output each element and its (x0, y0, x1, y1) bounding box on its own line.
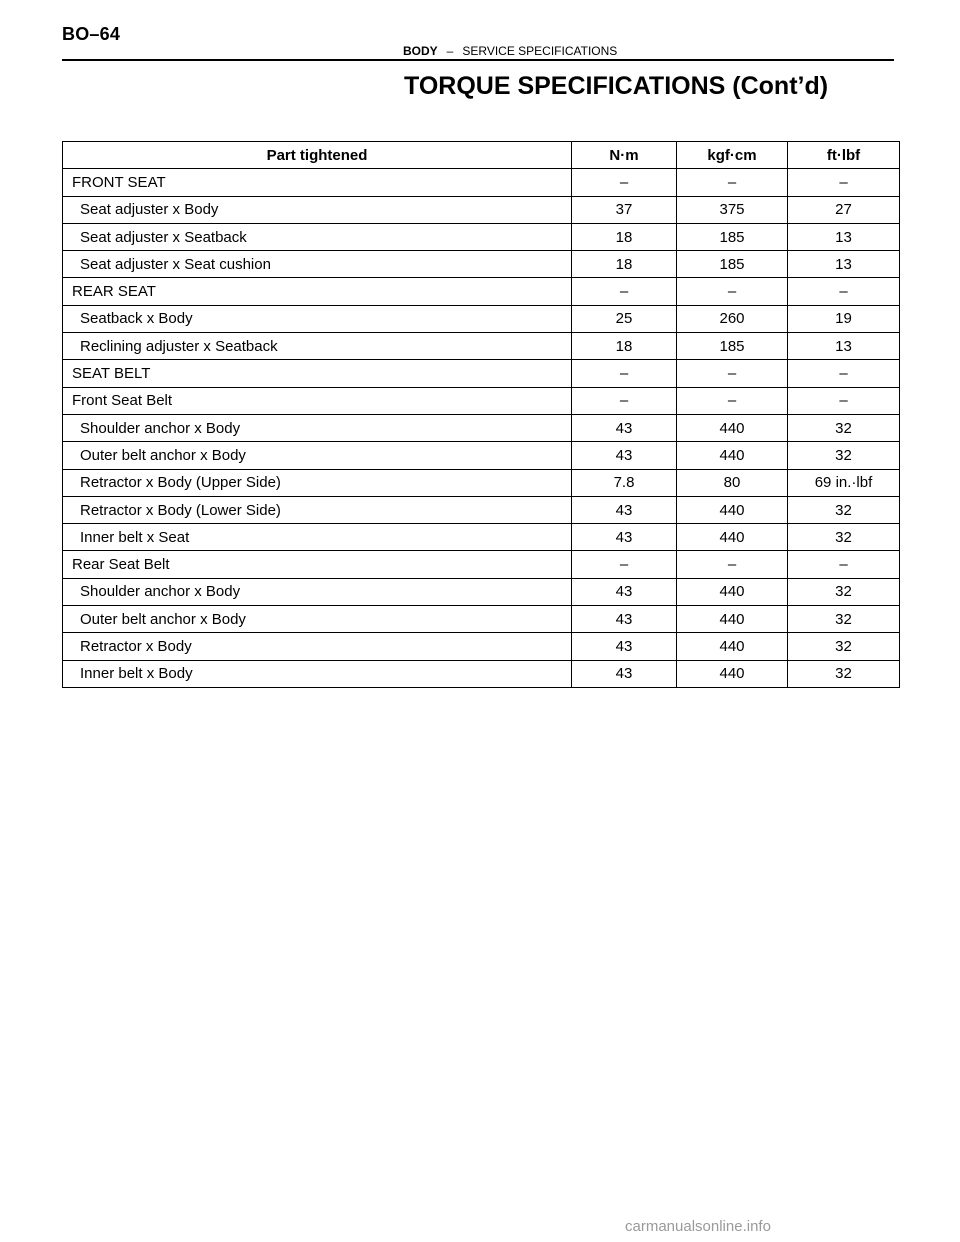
cell-ftlbf: 13 (788, 223, 900, 250)
cell-part: Retractor x Body (Upper Side) (63, 469, 572, 496)
cell-part: Rear Seat Belt (63, 551, 572, 578)
cell-nm: 43 (572, 524, 677, 551)
cell-part: Inner belt x Body (63, 660, 572, 687)
table-row (63, 496, 900, 523)
table-row (63, 223, 900, 250)
cell-kgfcm: 440 (677, 524, 788, 551)
cell-nm: – (572, 360, 677, 387)
table-row (63, 633, 900, 660)
header-rule (62, 59, 894, 61)
cell-nm: 18 (572, 333, 677, 360)
cell-nm: 43 (572, 578, 677, 605)
cell-ftlbf: – (788, 360, 900, 387)
table-row (63, 333, 900, 360)
cell-part: Outer belt anchor x Body (63, 442, 572, 469)
cell-ftlbf: 69 in.·lbf (788, 469, 900, 496)
cell-part: Inner belt x Seat (63, 524, 572, 551)
table-row (63, 414, 900, 441)
cell-ftlbf: 19 (788, 305, 900, 332)
cell-part: Reclining adjuster x Seatback (63, 333, 572, 360)
table-row (63, 251, 900, 278)
table-row (63, 578, 900, 605)
cell-kgfcm: – (677, 387, 788, 414)
cell-ftlbf: – (788, 387, 900, 414)
cell-nm: – (572, 169, 677, 196)
cell-kgfcm: 440 (677, 660, 788, 687)
header-kgfcm: kgf·cm (677, 142, 788, 169)
section-name: BODY (403, 44, 438, 58)
torque-specifications-table (62, 141, 900, 688)
table-row (63, 469, 900, 496)
cell-nm: 43 (572, 442, 677, 469)
cell-ftlbf: 32 (788, 524, 900, 551)
cell-part: Retractor x Body (Lower Side) (63, 496, 572, 523)
page-number: BO–64 (62, 24, 121, 44)
cell-kgfcm: – (677, 360, 788, 387)
cell-ftlbf: 32 (788, 578, 900, 605)
cell-ftlbf: 32 (788, 660, 900, 687)
cell-nm: 43 (572, 496, 677, 523)
cell-kgfcm: 440 (677, 414, 788, 441)
cell-ftlbf: 27 (788, 196, 900, 223)
watermark: carmanualsonline.info (625, 1218, 771, 1235)
cell-part: Retractor x Body (63, 633, 572, 660)
header-nm: N·m (572, 142, 677, 169)
cell-part: SEAT BELT (63, 360, 572, 387)
table-row (63, 606, 900, 633)
cell-nm: 37 (572, 196, 677, 223)
cell-nm: 25 (572, 305, 677, 332)
cell-kgfcm: 440 (677, 633, 788, 660)
cell-ftlbf: 32 (788, 414, 900, 441)
cell-part: Seatback x Body (63, 305, 572, 332)
cell-nm: 43 (572, 660, 677, 687)
cell-ftlbf: 13 (788, 251, 900, 278)
cell-kgfcm: 185 (677, 223, 788, 250)
cell-ftlbf: 32 (788, 633, 900, 660)
subsection-name: SERVICE SPECIFICATIONS (462, 44, 618, 58)
table-body (63, 169, 900, 688)
cell-kgfcm: 440 (677, 442, 788, 469)
table-row (63, 524, 900, 551)
cell-part: Seat adjuster x Seatback (63, 223, 572, 250)
cell-nm: 7.8 (572, 469, 677, 496)
cell-kgfcm: 80 (677, 469, 788, 496)
cell-ftlbf: 32 (788, 606, 900, 633)
cell-nm: 18 (572, 251, 677, 278)
cell-ftlbf: – (788, 551, 900, 578)
cell-kgfcm: – (677, 551, 788, 578)
cell-kgfcm: 375 (677, 196, 788, 223)
cell-ftlbf: 13 (788, 333, 900, 360)
cell-kgfcm: – (677, 169, 788, 196)
cell-part: Seat adjuster x Seat cushion (63, 251, 572, 278)
table-row (63, 305, 900, 332)
cell-kgfcm: 440 (677, 578, 788, 605)
header-ftlbf: ft·lbf (788, 142, 900, 169)
table-row (63, 278, 900, 305)
cell-nm: 43 (572, 414, 677, 441)
cell-nm: 43 (572, 606, 677, 633)
cell-kgfcm: 185 (677, 333, 788, 360)
cell-nm: 43 (572, 633, 677, 660)
table-row (63, 196, 900, 223)
cell-ftlbf: – (788, 169, 900, 196)
cell-kgfcm: – (677, 278, 788, 305)
table-row (63, 387, 900, 414)
cell-ftlbf: 32 (788, 496, 900, 523)
table-header-row (63, 142, 900, 169)
header-separator: – (446, 44, 454, 58)
cell-part: Shoulder anchor x Body (63, 578, 572, 605)
cell-part: REAR SEAT (63, 278, 572, 305)
cell-part: Front Seat Belt (63, 387, 572, 414)
cell-kgfcm: 185 (677, 251, 788, 278)
cell-nm: – (572, 387, 677, 414)
header-part-tightened: Part tightened (63, 142, 572, 169)
table-row (63, 660, 900, 687)
table-row (63, 442, 900, 469)
page-title: TORQUE SPECIFICATIONS (Cont’d) (404, 72, 829, 100)
cell-ftlbf: 32 (788, 442, 900, 469)
cell-kgfcm: 440 (677, 606, 788, 633)
cell-nm: 18 (572, 223, 677, 250)
cell-part: Shoulder anchor x Body (63, 414, 572, 441)
running-header (403, 44, 617, 58)
cell-ftlbf: – (788, 278, 900, 305)
table-row (63, 360, 900, 387)
cell-part: Seat adjuster x Body (63, 196, 572, 223)
table-row (63, 169, 900, 196)
cell-kgfcm: 260 (677, 305, 788, 332)
cell-nm: – (572, 278, 677, 305)
cell-kgfcm: 440 (677, 496, 788, 523)
cell-part: Outer belt anchor x Body (63, 606, 572, 633)
table-row (63, 551, 900, 578)
cell-part: FRONT SEAT (63, 169, 572, 196)
cell-nm: – (572, 551, 677, 578)
